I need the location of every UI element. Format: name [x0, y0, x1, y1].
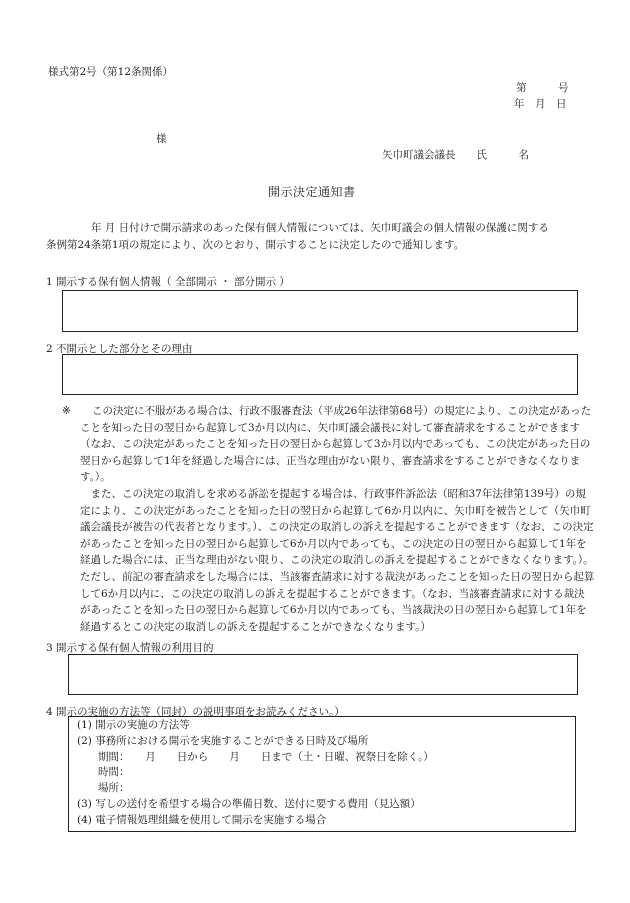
nondisclosure-reason-box[interactable]	[62, 354, 578, 395]
disclosed-info-box[interactable]	[62, 290, 578, 332]
method-item: (1) 開示の実施の方法等	[77, 719, 190, 731]
notice-line: があったことを知った日の翌日から起算して6か月以内であっても、当該裁決の日の翌日から起算して1年を	[80, 604, 587, 617]
document-number-label: 第 号	[516, 82, 569, 94]
notice-line: この決定に不服がある場合は、行政不服審査法（平成26年法律第68号）の規定により、この決定があった	[92, 405, 592, 417]
disclosure-method-box	[68, 716, 576, 832]
notice-line: 定により、この決定があったことを知った日の翌日から起算して6か月以内に、矢巾町を被告として（矢巾町	[80, 504, 591, 517]
intro-line: 条例第24条第1項の規定により、次のとおり、開示することに決定したので通知します。	[46, 238, 465, 251]
method-item: (2) 事務所における開示を実施することができる日時及び場所	[77, 734, 369, 747]
method-list	[77, 718, 434, 829]
notice-mark: ※	[62, 405, 71, 417]
section-3-label: 3 開示する保有個人情報の利用目的	[46, 642, 214, 654]
intro-paragraph	[46, 220, 549, 253]
notice-line: 経過した場合には、正当な理由がない限り、この決定の取消しの訴えを提起することができなくなります。）。	[80, 554, 594, 567]
notice-line: 経過するとこの決定の取消しの訴えを提起することができなくなります。）	[80, 620, 431, 633]
form-number: 様式第2号（第12条関係）	[48, 66, 174, 78]
notice-line: 翌日から起算して1年を経過した場合には、正当な理由がない限り、審査請求をすることができなくなりま	[80, 454, 581, 467]
notice-line: ことを知った日の翌日から起算して3か月以内に、矢巾町議会議長に対して審査請求をすることができます	[80, 421, 581, 434]
addressee-suffix: 様	[156, 133, 167, 145]
method-item: 時間：	[77, 766, 130, 779]
section-4-label: 4 開示の実施の方法等（同封）の説明事項をお読みください。）	[46, 706, 345, 718]
notice-line: ただし、前記の審査請求をした場合には、当該審査請求に対する裁決があったことを知った日の翌日から起算	[80, 570, 595, 583]
method-item: (3) 写しの送付を希望する場合の準備日数、送付に要する費用（見込額）	[77, 797, 421, 810]
notice-line: （なお、この決定があったことを知った日の翌日から起算して3か月以内であっても、この決定があった日の	[80, 438, 591, 451]
section-1-label: 1 開示する保有個人情報（ 全部開示 ・ 部分開示 ）	[46, 276, 290, 288]
notice-paragraph	[80, 403, 595, 635]
document-title: 開示決定通知書	[268, 185, 356, 199]
sender-line: 矢巾町議会議長 氏 名	[382, 149, 529, 161]
method-item: 期間： 月 日から 月 日まで（土・日曜、祝祭日を除く。）	[77, 750, 434, 763]
notice-line: があったことを知った日の翌日から起算して6か月以内であっても、この決定の日の翌日から起算して1年を	[80, 537, 587, 550]
section-2-label: 2 不開示とした部分とその理由	[46, 343, 193, 355]
notice-line: す。）。	[80, 471, 111, 484]
intro-line: 年 月 日付けで開示請求のあった保有個人情報については、矢巾町議会の個人情報の保護に関する	[91, 222, 549, 234]
notice-line: また、この決定の取消しを求める訴訟を提起する場合は、行政事件訴訟法（昭和37年法律第139号）の規	[80, 487, 586, 500]
notice-line: して6か月以内に、この決定の取消しの訴えを提起することができます。（なお、当該審査請求に対する裁決	[80, 587, 585, 600]
method-item: (4) 電子情報処理組織を使用して開示を実施する場合	[77, 813, 327, 826]
method-item: 場所：	[77, 782, 130, 795]
notice-line: 議会議長が被告の代表者となります。）、この決定の取消しの訴えを提起することができます（なお、この決定	[80, 521, 594, 534]
document-date-label: 年 月 日	[514, 98, 567, 110]
purpose-of-use-box[interactable]	[68, 654, 578, 695]
